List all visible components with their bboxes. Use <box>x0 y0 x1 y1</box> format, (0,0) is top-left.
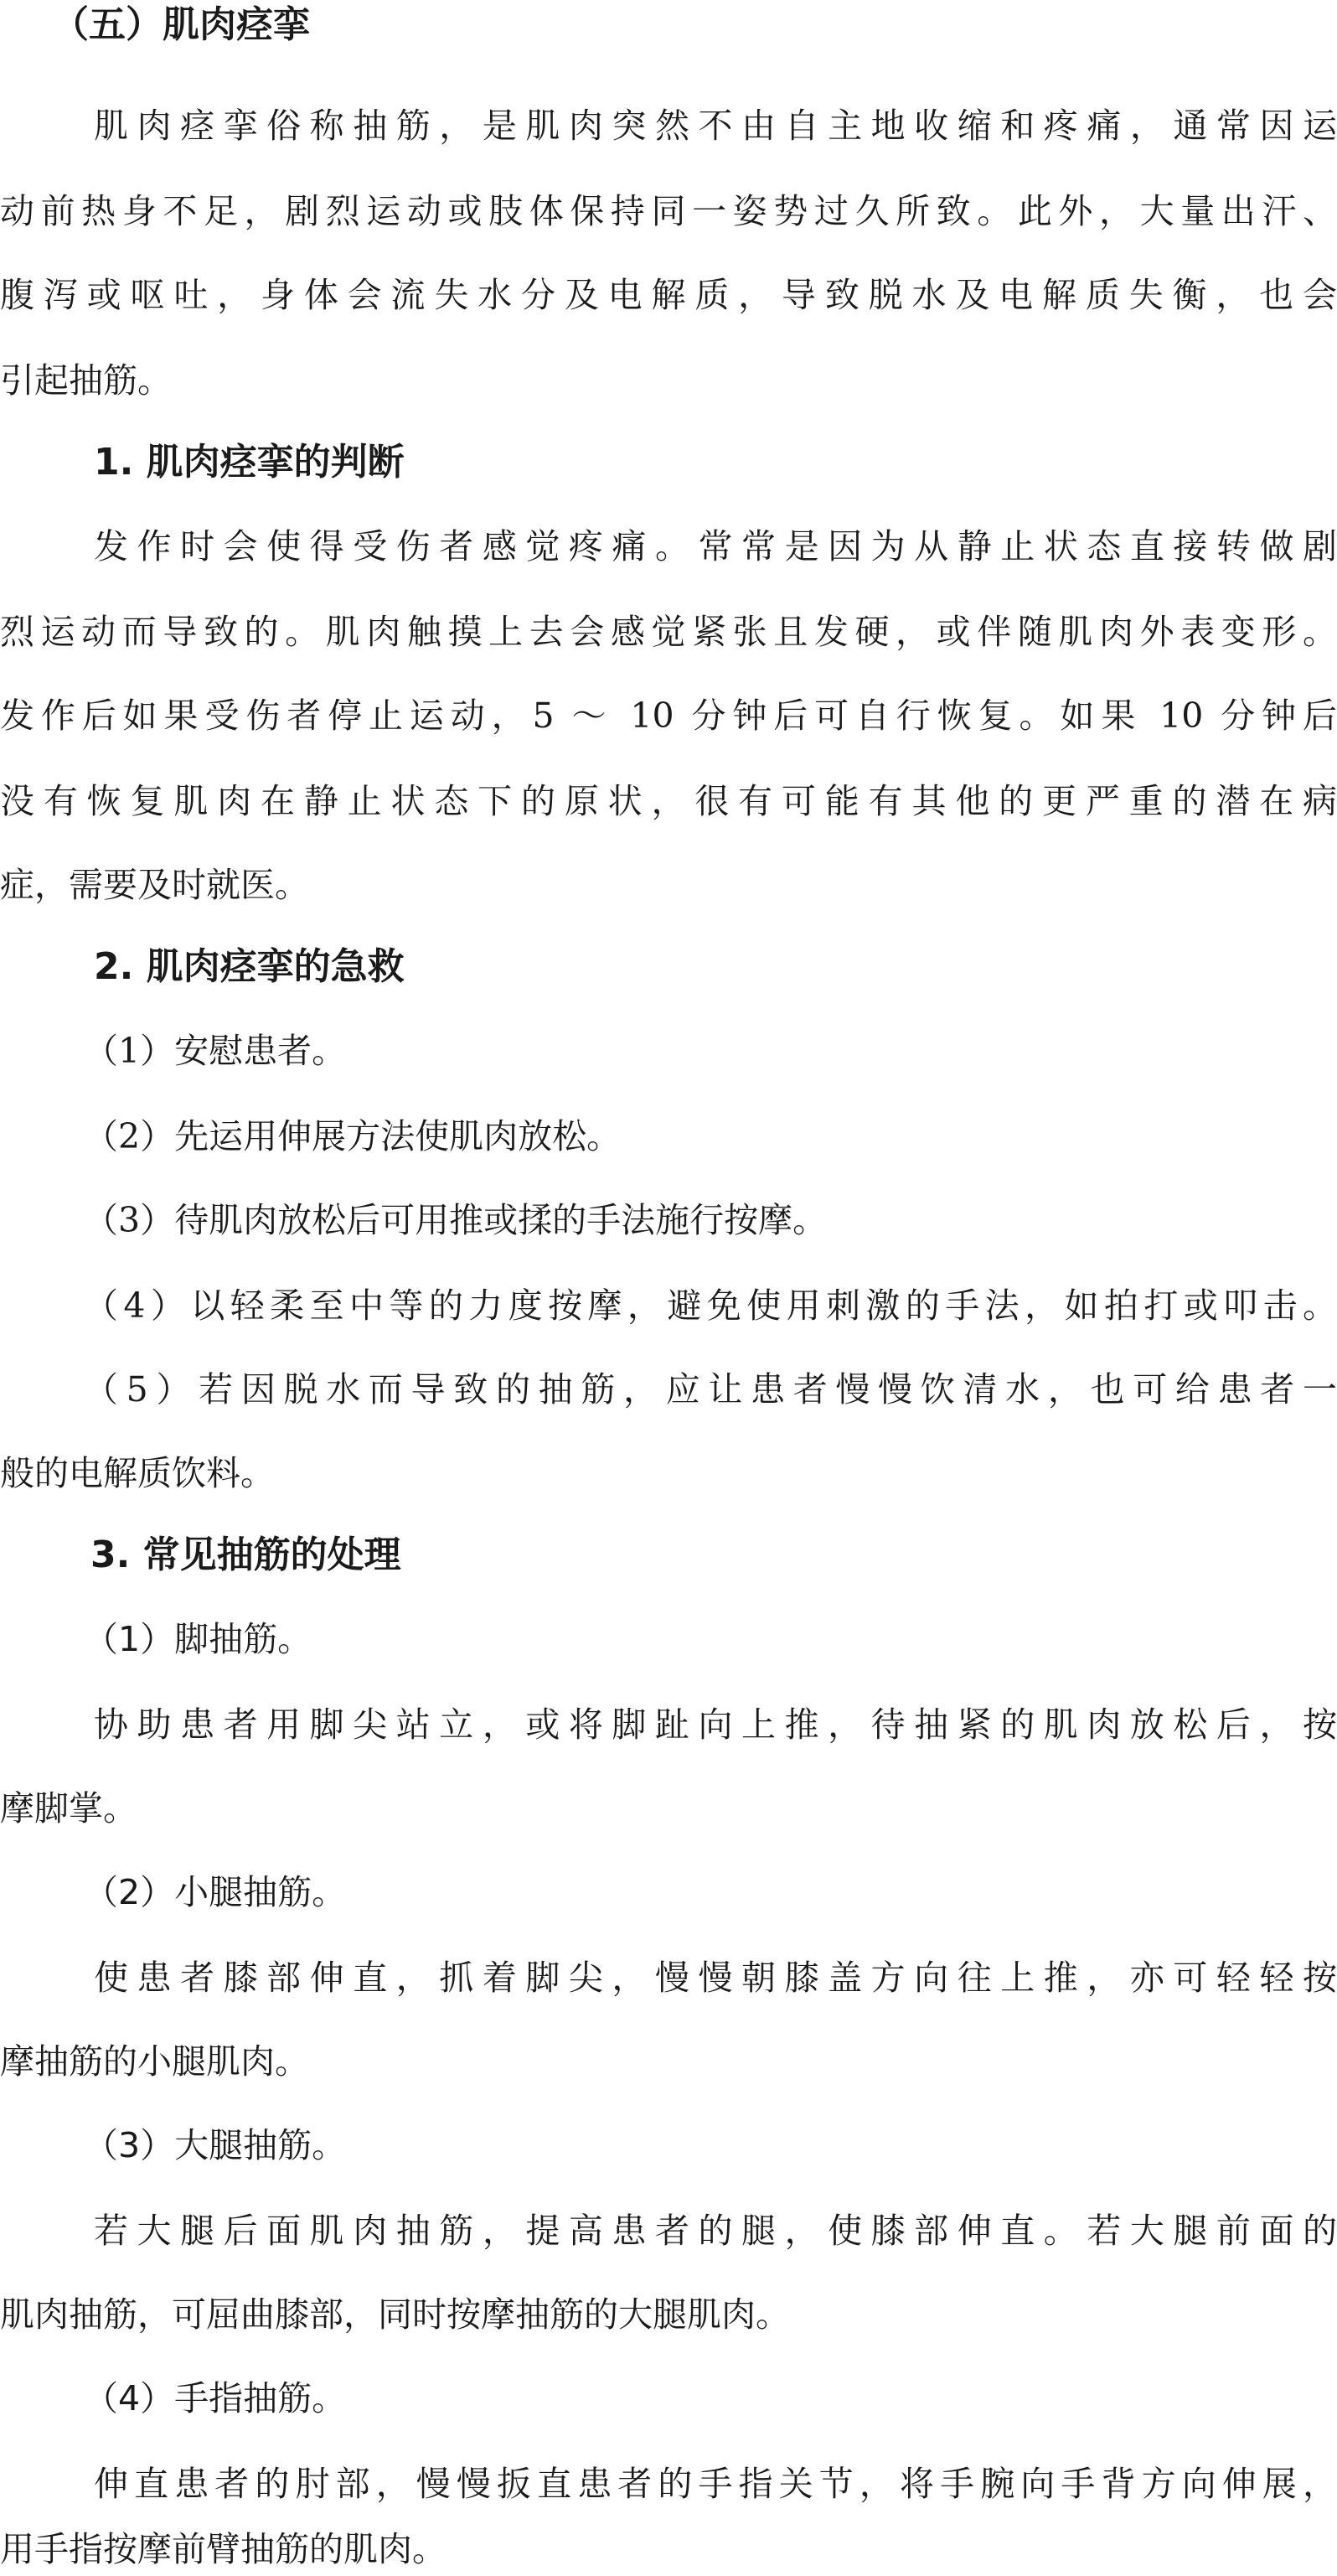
judgement-line: 发作时会使得受伤者感觉疼痛。常常是因为从静止状态直接转做剧 <box>94 526 1337 566</box>
intro-line: 肌肉痉挛俗称抽筋，是肌肉突然不由自主地收缩和疼痛，通常因运 <box>94 106 1337 146</box>
first-aid-heading: 2. 肌肉痉挛的急救 <box>94 945 405 988</box>
first-aid-item: （1）安慰患者。 <box>84 1031 347 1071</box>
treatment-case-title: （3）大腿抽筋。 <box>84 2125 347 2165</box>
first-aid-item: （4）以轻柔至中等的力度按摩，避免使用刺激的手法，如拍打或叩击。 <box>84 1285 1337 1326</box>
intro-line: 动前热身不足，剧烈运动或肢体保持同一姿势过久所致。此外，大量出汗、 <box>0 191 1337 231</box>
treatment-case-title: （4）手指抽筋。 <box>84 2378 347 2418</box>
treatment-case-line: 肌肉抽筋，可屈曲膝部，同时按摩抽筋的大腿肌肉。 <box>0 2294 790 2335</box>
treatment-case-line: 用手指按摩前臂抽筋的肌肉。 <box>0 2529 447 2569</box>
first-aid-item-continuation: 般的电解质饮料。 <box>0 1453 275 1493</box>
treatment-case-title: （2）小腿抽筋。 <box>84 1872 347 1912</box>
judgement-line: 烈运动而导致的。肌肉触摸上去会感觉紧张且发硬，或伴随肌肉外表变形。 <box>0 612 1337 652</box>
first-aid-item: （2）先运用伸展方法使肌肉放松。 <box>84 1116 622 1156</box>
judgement-line: 没有恢复肌肉在静止状态下的原状，很有可能有其他的更严重的潜在病 <box>0 781 1337 821</box>
treatment-case-line: 摩抽筋的小腿肌肉。 <box>0 2041 309 2082</box>
judgement-line: 症，需要及时就医。 <box>0 865 309 905</box>
treatment-heading: 3. 常见抽筋的处理 <box>90 1534 401 1576</box>
intro-line: 引起抽筋。 <box>0 360 172 401</box>
treatment-case-line: 摩脚掌。 <box>0 1788 137 1829</box>
treatment-case-line: 伸直患者的肘部，慢慢扳直患者的手指关节，将手腕向手背方向伸展， <box>94 2464 1337 2504</box>
judgement-heading: 1. 肌肉痉挛的判断 <box>94 441 405 484</box>
treatment-case-line: 若大腿后面肌肉抽筋，提高患者的腿，使膝部伸直。若大腿前面的 <box>94 2211 1337 2251</box>
treatment-case-line: 使患者膝部伸直，抓着脚尖，慢慢朝膝盖方向往上推，亦可轻轻按 <box>94 1958 1337 1998</box>
treatment-case-line: 协助患者用脚尖站立，或将脚趾向上推，待抽紧的肌肉放松后，按 <box>94 1704 1337 1745</box>
first-aid-item: （5）若因脱水而导致的抽筋，应让患者慢慢饮清水，也可给患者一 <box>84 1369 1337 1410</box>
judgement-line: 发作后如果受伤者停止运动，5 ～ 10 分钟后可自行恢复。如果 10 分钟后 <box>0 696 1337 736</box>
treatment-case-title: （1）脚抽筋。 <box>84 1619 312 1659</box>
section-title: （五）肌肉痉挛 <box>52 3 310 46</box>
intro-line: 腹泻或呕吐，身体会流失水分及电解质，导致脱水及电解质失衡，也会 <box>0 275 1337 315</box>
first-aid-item: （3）待肌肉放松后可用推或揉的手法施行按摩。 <box>84 1200 828 1240</box>
